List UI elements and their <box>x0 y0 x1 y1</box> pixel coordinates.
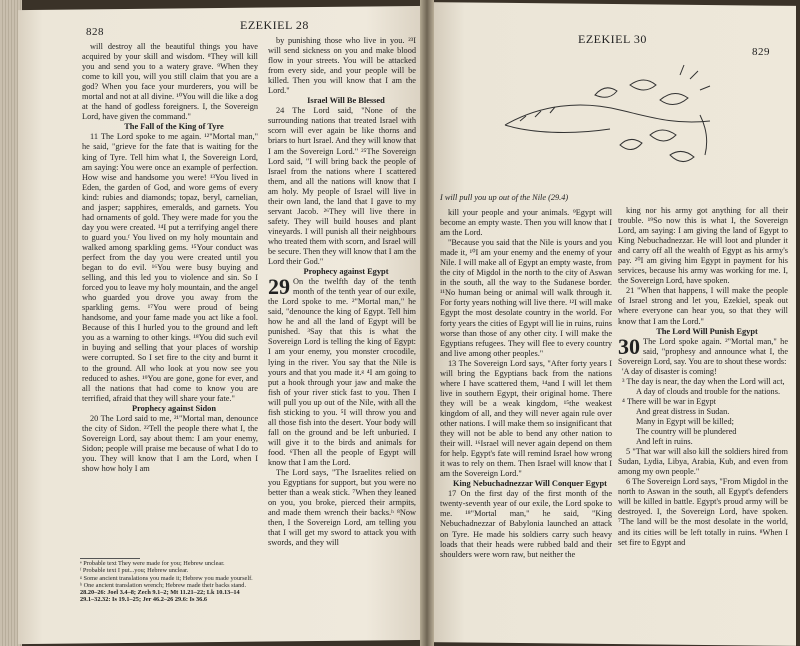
right-column-2 <box>618 206 788 640</box>
left-page-number: 828 <box>86 26 104 38</box>
crocodile-fish-illustration <box>500 55 730 195</box>
verse-paragraph: The Lord says, "The Israelites relied on you Egyptians for support, but you were no better than a weak stick. ⁷When they leaned on you, you broke, pierced their armpits, and made them wrench their backs.ʰ ⁸Now then, I the Sovereign Lord, am telling you that I will get my sword to attack you with swords, and they will <box>268 468 416 548</box>
chapter-start <box>268 274 416 468</box>
footnote: ᶠ Probable text I put...you; Hebrew unclear. <box>80 567 189 575</box>
cross-reference: 29.1–32.32: Is 19.1–25; Jer 46.2–26 29.6: Is 36.6 <box>80 596 208 604</box>
footnote-rule <box>80 558 140 559</box>
left-page-header: EZEKIEL 28 <box>240 18 309 32</box>
right-page-header: EZEKIEL 30 <box>578 32 647 46</box>
footnote: ʰ One ancient translation wrench; Hebrew made their backs stand. <box>80 581 247 589</box>
section-heading: The Lord Will Punish Egypt <box>656 326 758 336</box>
verse-paragraph: will destroy all the beautiful things you have acquired by your skill and wisdom. ⁸They will kill you and send you to a watery grave. ⁹When they come to kill you, will you still claim that you are a god? When you face your murderers, you will be mortal and not at all divine. ¹⁰You will die like a dog at the hand of godless foreigners. I, the Sovereign Lord, have given the command." <box>82 42 258 122</box>
poetry-line: And left in ruins. <box>636 437 693 447</box>
footnote: ᵍ Some ancient translations you made it; Hebrew you made yourself. <box>80 574 253 582</box>
verse-paragraph: 6 The Sovereign Lord says, "From Migdol in the north to Aswan in the south, all Egypt's defenders will be killed in battle. Egypt's proud army will be destroyed. I, the Sovereign Lord, have spoken. ⁷The land will be the most desolate in the world, and its cities will be left totally in ruins. ⁸When I set fire to Egypt and <box>618 477 788 547</box>
footnotes <box>80 558 270 604</box>
verse-paragraph: kill your people and your animals. ⁹Egypt will become an empty waste. Then you will know that I am the Lord. <box>440 208 612 238</box>
verse-text: On the twelfth day of the tenth month of the tenth year of our exile, the Lord spoke to me. ²"Mortal man," he said, "denounce the king of Egypt. Tell him how he and all the land of Egypt will be punished. ³Say that this is what the Sovereign Lord is telling the king of Egypt: I am your enemy, you monster crocodile, lying in the river. You say that the Nile is yours and that you made it.ᵍ ⁴I am going to put a hook through your jaw and make the fish of your river stick fast to you. Then I will pull you up out of the Nile, with all the fish sticking to you. ⁵I will throw you and all those fish into the desert. Your body will fall on the ground and be left unburied. I will give it to the birds and animals for food. ⁶Then all the people of Egypt will know that I am the Lord. <box>268 277 416 467</box>
illustration-caption-wrap <box>440 193 610 205</box>
verse-paragraph: 17 On the first day of the first month of the twenty-seventh year of our exile, the Lord spoke to me. ¹⁸"Mortal man," he said, "King Nebuchadnezzar of Babylonia launched an attack on Tyre. He made his soldiers carry such heavy loads that their heads were rubbed bald and their shoulders were worn raw, but neither the <box>440 489 612 559</box>
poetry-line: 'A day of disaster is coming! <box>622 366 717 376</box>
book-gutter <box>420 0 434 646</box>
poetry-line: Many in Egypt will be killed; <box>636 416 734 426</box>
verse-paragraph: 11 The Lord spoke to me again. ¹²"Mortal man," he said, "grieve for the fate that is waiting for the king of Tyre. Tell him what I, the Sovereign Lord, am saying: You were once an example of perfection. How wise and handsome you were! ¹³You lived in Eden, the garden of God, and wore gems of every kind: rubies and diamonds; topaz, beryl, carnelian, and jasper; sapphires, emeralds, and garnets. You had ornaments of gold. They were made for you the day you were created. ¹⁴I put a terrifying angel there to guard you.ᶠ You lived on my holy mountain and walked among sparkling gems. ¹⁵Your conduct was perfect from the day you were created until you began to do evil. ¹⁶You were busy buying and selling, and this led you to violence and sin. So I forced you to leave my holy mountain, and the angel who guarded you drove you away from the sparkling gems. ¹⁷You were proud of being handsome, and your fame made you act like a fool. Because of this I hurled you to the ground and left you as a warning to other kings. ¹⁸You did such evil in buying and selling that your places of worship were corrupted. So I set fire to the city and burnt it to the ground. All who look at you now see you reduced to ashes. ¹⁹You are gone, gone for ever, and all the nations that had come to know you are terrified, afraid that they will share your fate." <box>82 132 258 403</box>
poetry-line: And great distress in Sudan. <box>636 406 730 416</box>
verse-paragraph: 24 The Lord said, "None of the surrounding nations that treated Israel with scorn will ever again be like thorns and briars to hurt Israel. And they will know that I am the Sovereign Lord." ²⁵The Sovereign Lord said, "I will bring back the people of Israel from the nations where I scattered them, and all the nations will know that I am holy. My people of Israel will live in their own land, the land that I gave to my servant Jacob. ²⁶They will live there in safety. They will build houses and plant vineyards. I will punish all their neighbours who treated them with scorn, and Israel will be secure. Then they will know that I am the Lord their God." <box>268 106 416 267</box>
chapter-start <box>618 333 788 367</box>
chapter-number: 29 <box>268 274 290 300</box>
verse-paragraph: by punishing those who live in you. ²³I will send sickness on you and make blood flow in your streets. You will be attacked from every side, and your people will be killed. Then you will know that I am the Lord." <box>268 36 416 96</box>
right-column-1 <box>440 208 612 638</box>
poetry-line: ³ The day is near, the day when the Lord will act, <box>622 376 785 386</box>
verse-paragraph: 20 The Lord said to me, ²¹"Mortal man, denounce the city of Sidon. ²²Tell the people there what I, the Sovereign Lord, say about them: I am your enemy, Sidon; people will praise me because of what I do to you. They will know that I am the Lord, when I show how holy I am <box>82 413 258 473</box>
section-heading: Israel Will Be Blessed <box>307 96 385 106</box>
poetry-line: ⁴ There will be war in Egypt <box>622 396 716 406</box>
footnote: ᵉ Probable text They were made for you; Hebrew unclear. <box>80 560 225 567</box>
right-page-number: 829 <box>752 46 770 58</box>
section-heading: King Nebuchadnezzar Will Conquer Egypt <box>453 479 607 489</box>
chapter-number: 30 <box>618 333 640 359</box>
cross-reference: 28.20–26: Joel 3.4–8; Zech 9.1–2; Mt 11.21–22; Lk 10.13–14 <box>80 589 240 597</box>
left-column-1 <box>82 42 258 556</box>
verse-paragraph: 21 "When that happens, I will make the people of Israel strong and let you, Ezekiel, speak out where everyone can hear you, so that they will know that I am the Lord." <box>618 286 788 326</box>
section-heading: The Fall of the King of Tyre <box>124 122 224 132</box>
section-heading: Prophecy against Egypt <box>303 267 389 277</box>
verse-paragraph: 13 The Sovereign Lord says, "After forty years I will bring the Egyptians back from the nations where I have scattered them, ¹⁴and I will let them live in southern Egypt, their original home. There they will be a weak kingdom, ¹⁵the weakest kingdom of all, and they will never again rule over other nations. I will make them so insignificant that they will not be able to bend any other nation to their will. ¹⁶Israel will never again depend on them for help. Egypt's fate will remind Israel how wrong it was to rely on them. Then Israel will know that I am the Sovereign Lord." <box>440 358 612 479</box>
verse-text: The Lord spoke again. ²"Mortal man," he said, "prophesy and announce what I, the Sovereign Lord, say. You are to shout these words: <box>618 336 788 366</box>
section-heading: Prophecy against Sidon <box>131 403 217 413</box>
verse-paragraph: "Because you said that the Nile is yours and you made it, ¹⁰I am your enemy and the enemy of your Nile. I will make all of Egypt an empty waste, from the city of Migdol in the north to the city of Aswan in the south, all the way to the Sudanese border. ¹¹No human being or animal will walk through it. For forty years nothing will live there. ¹²I will make Egypt the most desolate country in the world. For forty years the cities of Egypt will lie in ruins, ruins worse than those of any other city. I will make the Egyptians refugees. They will flee to every country and live among other peoples." <box>440 238 612 358</box>
poetry-line: The country will be plundered <box>636 427 737 437</box>
verse-paragraph: king nor his army got anything for all their trouble. ¹⁹So now this is what I, the Sovereign Lord, am saying: I am giving the land of Egypt to King Nebuchadnezzar. He will loot and plunder it and carry off all the wealth of Egypt as his army's pay. ²⁰I am giving him Egypt in payment for his services, because his army was working for me. I, the Sovereign Lord, have spoken. <box>618 206 788 286</box>
verse-paragraph: 5 "That war will also kill the soldiers hired from Sudan, Lydia, Libya, Arabia, Kub, and even from among my own people." <box>618 447 788 477</box>
illustration-caption: I will pull you up out of the Nile (29.4) <box>440 193 569 202</box>
left-column-2 <box>268 36 416 636</box>
poetry-line: A day of clouds and trouble for the nations. <box>636 386 781 396</box>
